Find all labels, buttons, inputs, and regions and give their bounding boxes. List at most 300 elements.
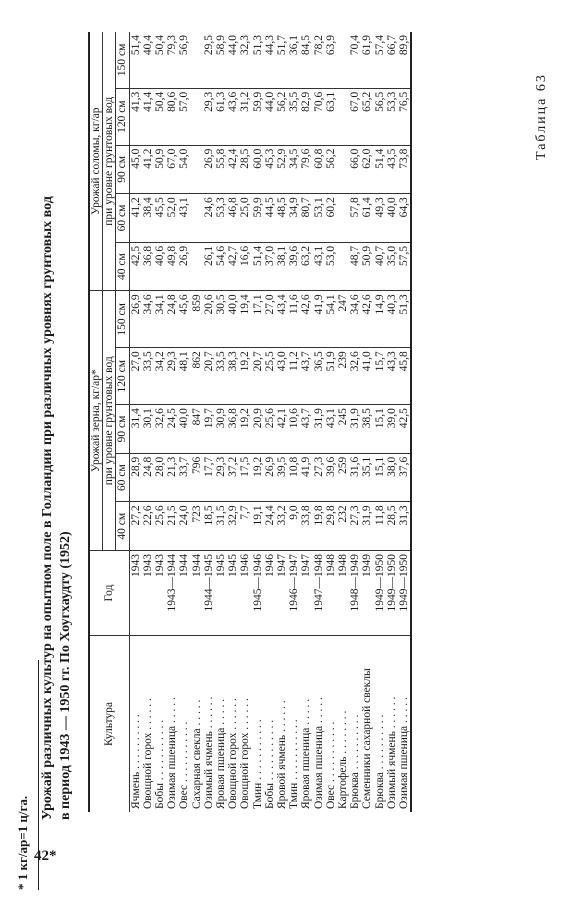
grain-value-cell: 11,6 [288,291,300,348]
table-row [386,32,398,812]
straw-value-cell [337,88,349,145]
straw-value-cell [337,194,349,243]
table-row [227,32,239,812]
straw-value-cell: 56,2 [276,88,288,145]
grain-value-cell: 11,2 [288,348,300,405]
year-cell: 1947 [276,551,288,636]
grain-value-cell: 14,9 [374,291,386,348]
straw-value-cell [337,242,349,291]
grain-value-cell: 19,4 [239,291,251,348]
straw-value-cell: 44,0 [227,32,239,88]
data-table [88,32,412,812]
grain-value-cell: 9,0 [288,502,300,551]
grain-value-cell: 33,7 [178,453,190,502]
crop-cell: Озимая пшеница . . . . . [398,636,411,813]
crop-cell: Бобы . . . . . . . . . . . [154,719,167,809]
straw-value-cell: 42,4 [227,145,239,194]
grain-value-cell: 38,0 [386,453,398,502]
year-cell: 1947 [300,551,312,636]
table-body [129,32,411,812]
grain-value-cell: 37,6 [398,453,411,502]
straw-depth-header: 150 см [116,32,129,88]
grain-value-cell: 21,5 [166,502,178,551]
header-grain: Урожай зерна, кг/ар* [89,291,103,551]
year-cell: 1949—1950 [398,551,411,636]
grain-value-cell: 25,6 [264,405,276,454]
straw-value-cell: 39,6 [288,242,300,291]
grain-value-cell: 30,5 [215,291,227,348]
grain-value-cell: 20,7 [203,348,215,405]
crop-cell: Картофель . . . . . . . . [337,710,350,809]
grain-value-cell: 24,5 [166,405,178,454]
straw-value-cell: 64,3 [398,194,411,243]
grain-value-cell: 25,5 [264,348,276,405]
table-row [154,32,166,812]
grain-value-cell: 10,6 [288,405,300,454]
straw-value-cell: 66,7 [386,32,398,88]
straw-value-cell: 53,0 [325,242,337,291]
grain-depth-header: 150 см [116,291,129,348]
grain-value-cell: 34,2 [154,348,166,405]
year-cell: 1949 [361,551,373,636]
grain-value-cell: 20,7 [252,348,264,405]
straw-value-cell: 45,0 [129,145,142,194]
crop-cell: Озимая пшеница . . . . . [312,697,325,809]
grain-value-cell: 35,1 [361,453,373,502]
grain-value-cell: 40,0 [178,405,190,454]
straw-value-cell: 41,2 [129,194,142,243]
grain-depth-header: 120 см [116,348,129,405]
grain-value-cell: 33,2 [276,502,288,551]
grain-value-cell: 19,2 [252,453,264,502]
crop-cell: Тмин . . . . . . . . . . . [251,719,264,809]
grain-value-cell: 36,8 [227,405,239,454]
grain-value-cell: 42,6 [300,291,312,348]
year-cell: 1948 [325,551,337,636]
grain-depth-header: 90 см [116,405,129,454]
straw-value-cell: 60,8 [313,145,325,194]
table-row [178,32,190,812]
grain-value-cell: 19,1 [252,502,264,551]
table-row [215,32,227,812]
straw-value-cell: 40,6 [154,242,166,291]
year-cell: 1945—1946 [252,551,264,636]
straw-value-cell: 84,5 [300,32,312,88]
grain-value-cell: 15,1 [374,405,386,454]
grain-value-cell: 51,9 [325,348,337,405]
grain-value-cell: 232 [337,502,349,551]
straw-value-cell: 48,7 [349,242,361,291]
grain-value-cell: 26,9 [129,291,142,348]
straw-value-cell: 52,0 [166,194,178,243]
grain-value-cell: 31,9 [313,405,325,454]
straw-value-cell: 38,1 [276,242,288,291]
straw-value-cell: 50,9 [154,145,166,194]
crop-cell: Овес . . . . . . . . . . . [178,721,191,809]
straw-value-cell: 66,0 [349,145,361,194]
straw-value-cell: 49,8 [166,242,178,291]
straw-value-cell: 34,5 [288,145,300,194]
straw-value-cell: 44,0 [264,88,276,145]
straw-value-cell [191,32,203,88]
year-cell: 1943 [129,551,142,636]
straw-value-cell: 50,4 [154,32,166,88]
straw-value-cell: 63,2 [300,242,312,291]
straw-value-cell: 26,1 [203,242,215,291]
table-row [239,32,251,812]
year-cell: 1944 [178,551,190,636]
straw-value-cell: 48,5 [276,194,288,243]
straw-value-cell: 67,0 [166,145,178,194]
table-row [349,32,361,812]
grain-value-cell: 27,3 [313,453,325,502]
straw-depth-header: 90 см [116,145,129,194]
grain-value-cell: 45,8 [398,348,411,405]
crop-cell: Брюква . . . . . . . . . . [373,714,386,809]
grain-value-cell: 43,7 [300,348,312,405]
crop-cell: Яровой ячмень . . . . . . [276,700,289,809]
grain-value-cell: 40,3 [386,291,398,348]
grain-value-cell: 39,5 [276,453,288,502]
crop-cell: Озимая пшеница . . . . . [166,697,179,809]
straw-value-cell [337,32,349,88]
straw-value-cell: 50,4 [154,88,166,145]
grain-value-cell: 32,9 [227,502,239,551]
grain-value-cell: 18,5 [203,502,215,551]
straw-value-cell: 45,3 [264,145,276,194]
grain-value-cell: 29,8 [325,502,337,551]
grain-value-cell: 17,5 [239,453,251,502]
grain-value-cell: 19,8 [313,502,325,551]
straw-value-cell: 51,4 [374,145,386,194]
straw-value-cell: 65,2 [361,88,373,145]
grain-value-cell: 27,2 [129,502,142,551]
grain-value-cell: 15,7 [374,348,386,405]
grain-value-cell: 28,9 [129,453,142,502]
grain-value-cell: 28,0 [154,453,166,502]
grain-value-cell: 723 [191,502,203,551]
year-cell: 1944—1945 [203,551,215,636]
straw-value-cell: 53,3 [215,194,227,243]
straw-depth-header: 60 см [116,194,129,243]
header-straw: Урожай соломы, кг/ар [89,32,103,291]
straw-value-cell: 50,9 [361,242,373,291]
grain-value-cell: 42,5 [398,405,411,454]
grain-value-cell: 19,7 [203,405,215,454]
grain-value-cell: 847 [191,405,203,454]
straw-value-cell: 16,6 [239,242,251,291]
straw-value-cell: 42,7 [227,242,239,291]
grain-value-cell: 30,1 [142,405,154,454]
grain-value-cell: 41,9 [313,291,325,348]
grain-value-cell: 33,5 [142,348,154,405]
crop-cell: Яровая пшеница . . . . . [215,698,228,809]
grain-value-cell: 24,8 [142,453,154,502]
page-number: 42* [34,848,57,864]
straw-value-cell: 29,5 [203,32,215,88]
year-cell: 1946—1947 [288,551,300,636]
grain-value-cell: 27,3 [349,502,361,551]
table-title-line2: в период 1943 — 1950 гг. По Хоугхаудту (1952) [58,531,73,820]
straw-value-cell: 36,8 [142,242,154,291]
header-grain-groundwater: при уровне грунтовых вод [103,291,116,551]
grain-value-cell: 43,0 [276,348,288,405]
grain-value-cell: 259 [337,453,349,502]
straw-value-cell: 80,6 [166,88,178,145]
straw-value-cell [191,145,203,194]
straw-value-cell: 51,4 [129,32,142,88]
straw-value-cell: 60,2 [325,194,337,243]
straw-value-cell: 28,5 [239,145,251,194]
straw-value-cell: 62,0 [361,145,373,194]
straw-depth-header: 40 см [116,242,129,291]
grain-value-cell: 19,2 [239,405,251,454]
grain-value-cell: 15,1 [374,453,386,502]
crop-cell: Овощной горох . . . . . . [227,698,240,809]
straw-value-cell: 43,5 [386,145,398,194]
grain-value-cell: 17,1 [252,291,264,348]
straw-value-cell: 79,3 [166,32,178,88]
grain-depth-header: 60 см [116,453,129,502]
grain-value-cell: 7,7 [239,502,251,551]
crop-cell: Озимый ячмень . . . . . . [385,696,398,809]
grain-value-cell: 859 [191,291,203,348]
straw-value-cell: 51,3 [252,32,264,88]
header-straw-groundwater: при уровне грунтовых вод [103,32,116,291]
table-title: Урожай различных культур на опытном поле в Голландии при различных уровнях грунтовых вод [40,196,55,820]
grain-value-cell: 28,5 [386,502,398,551]
straw-value-cell: 55,8 [215,145,227,194]
straw-value-cell: 40,0 [386,194,398,243]
table-row [142,32,154,812]
straw-value-cell: 63,1 [325,88,337,145]
straw-value-cell: 59,9 [252,194,264,243]
crop-cell: Брюква . . . . . . . . . . [349,714,362,809]
straw-value-cell: 43,6 [227,88,239,145]
crop-cell: Овес . . . . . . . . . . . [324,721,337,809]
straw-value-cell: 70,6 [313,88,325,145]
straw-value-cell: 49,3 [374,194,386,243]
straw-value-cell: 41,4 [142,88,154,145]
grain-value-cell: 17,7 [203,453,215,502]
grain-value-cell: 31,5 [215,502,227,551]
straw-value-cell: 54,6 [215,242,227,291]
grain-value-cell: 41,9 [300,453,312,502]
straw-value-cell: 42,5 [129,242,142,291]
grain-value-cell: 43,4 [276,291,288,348]
table-row [313,32,325,812]
grain-value-cell: 24,4 [264,502,276,551]
year-cell: 1943—1944 [166,551,178,636]
table-row [288,32,300,812]
grain-value-cell: 10,8 [288,453,300,502]
grain-value-cell: 39,6 [325,453,337,502]
straw-value-cell: 70,4 [349,32,361,88]
straw-value-cell: 56,2 [325,145,337,194]
grain-value-cell: 34,6 [349,291,361,348]
straw-value-cell: 79,6 [300,145,312,194]
grain-value-cell: 38,3 [227,348,239,405]
grain-value-cell: 42,6 [361,291,373,348]
straw-value-cell: 58,9 [215,32,227,88]
straw-value-cell: 76,5 [398,88,411,145]
year-cell: 1946 [264,551,276,636]
header-year: Год [89,551,129,636]
grain-value-cell: 30,9 [215,405,227,454]
straw-value-cell: 56,5 [374,88,386,145]
straw-value-cell: 36,1 [288,32,300,88]
straw-value-cell: 57,0 [178,88,190,145]
grain-value-cell: 34,6 [142,291,154,348]
straw-value-cell: 40,4 [142,32,154,88]
grain-depth-header: 40 см [116,502,129,551]
grain-value-cell: 20,6 [203,291,215,348]
grain-value-cell: 31,6 [349,453,361,502]
crop-cell: Овощной горох . . . . . . [141,698,154,809]
straw-value-cell: 29,3 [203,88,215,145]
grain-value-cell: 34,1 [154,291,166,348]
table-row [203,32,215,812]
table-row [191,32,203,812]
straw-value-cell: 51,4 [252,242,264,291]
grain-value-cell: 239 [337,348,349,405]
crop-cell: Тмин . . . . . . . . . . . [288,719,301,809]
table-label: Таблица 63 [534,73,549,160]
grain-value-cell: 40,0 [227,291,239,348]
grain-value-cell: 24,8 [166,291,178,348]
straw-value-cell: 89,9 [398,32,411,88]
grain-value-cell: 48,1 [178,348,190,405]
crop-cell: Овощной горох . . . . . . [239,698,252,809]
grain-value-cell: 796 [191,453,203,502]
straw-value-cell: 67,0 [349,88,361,145]
straw-value-cell [337,145,349,194]
grain-value-cell: 54,1 [325,291,337,348]
straw-value-cell: 35,0 [386,242,398,291]
grain-value-cell: 27,0 [264,291,276,348]
straw-value-cell: 44,3 [264,32,276,88]
grain-value-cell: 32,6 [154,405,166,454]
straw-value-cell: 57,5 [398,242,411,291]
year-cell: 1943 [154,551,166,636]
straw-value-cell: 32,3 [239,32,251,88]
straw-depth-header: 120 см [116,88,129,145]
table-row [361,32,373,812]
straw-value-cell: 56,9 [178,32,190,88]
grain-value-cell: 29,3 [166,348,178,405]
straw-value-cell: 35,5 [288,88,300,145]
straw-value-cell: 37,0 [264,242,276,291]
table-row [252,32,264,812]
grain-value-cell: 43,3 [386,348,398,405]
table-row [374,32,386,812]
table-row [398,32,411,812]
straw-value-cell: 43,1 [178,194,190,243]
year-cell: 1948—1949 [349,551,361,636]
footnote: * 1 кг/ар=1 ц/га. [15,795,30,890]
grain-value-cell: 33,5 [215,348,227,405]
crop-cell: Семенники сахарной свеклы [361,668,374,809]
grain-value-cell: 21,3 [166,453,178,502]
straw-value-cell: 61,4 [361,194,373,243]
straw-value-cell: 78,2 [313,32,325,88]
grain-value-cell: 38,5 [361,405,373,454]
straw-value-cell [191,88,203,145]
crop-cell: Ячмень . . . . . . . . . . [129,714,142,809]
straw-value-cell: 46,8 [227,194,239,243]
year-cell: 1947—1948 [313,551,325,636]
straw-value-cell: 57,4 [374,32,386,88]
grain-value-cell: 41,0 [361,348,373,405]
crop-cell: Бобы . . . . . . . . . . . [263,719,276,809]
table-row [276,32,288,812]
table-row [325,32,337,812]
grain-value-cell: 31,3 [398,502,411,551]
crop-cell: Сахарная свекла . . . . . [190,699,203,809]
straw-value-cell: 40,7 [374,242,386,291]
straw-value-cell [191,242,203,291]
straw-value-cell: 61,3 [215,88,227,145]
straw-value-cell: 26,9 [203,145,215,194]
straw-value-cell: 80,7 [300,194,312,243]
straw-value-cell: 43,1 [313,242,325,291]
grain-value-cell: 20,9 [252,405,264,454]
straw-value-cell: 60,0 [252,145,264,194]
grain-value-cell: 31,4 [129,405,142,454]
straw-value-cell: 73,8 [398,145,411,194]
straw-value-cell: 25,0 [239,194,251,243]
grain-value-cell: 862 [191,348,203,405]
year-cell: 1945 [227,551,239,636]
grain-value-cell: 33,8 [300,502,312,551]
grain-value-cell: 26,9 [264,453,276,502]
year-cell: 1944 [191,551,203,636]
year-cell: 1946 [239,551,251,636]
grain-value-cell: 29,3 [215,453,227,502]
straw-value-cell [191,194,203,243]
grain-value-cell: 51,3 [398,291,411,348]
table-row [129,32,142,812]
straw-value-cell: 41,3 [129,88,142,145]
grain-value-cell: 36,5 [313,348,325,405]
grain-value-cell: 39,0 [386,405,398,454]
grain-value-cell: 42,1 [276,405,288,454]
straw-value-cell: 44,5 [264,194,276,243]
year-cell: 1949—1950 [386,551,398,636]
straw-value-cell: 52,9 [276,145,288,194]
table-row [166,32,178,812]
table-row [300,32,312,812]
grain-value-cell: 43,7 [300,405,312,454]
straw-value-cell: 59,9 [252,88,264,145]
crop-cell: Озимый ячмень . . . . . . [202,696,215,809]
straw-value-cell: 53,1 [313,194,325,243]
straw-value-cell: 57,8 [349,194,361,243]
grain-value-cell: 45,6 [178,291,190,348]
straw-value-cell: 82,9 [300,88,312,145]
grain-value-cell: 24,0 [178,502,190,551]
straw-value-cell: 53,3 [386,88,398,145]
straw-value-cell: 24,6 [203,194,215,243]
straw-value-cell: 54,0 [178,145,190,194]
grain-value-cell: 27,0 [129,348,142,405]
straw-value-cell: 31,2 [239,88,251,145]
grain-value-cell: 11,8 [374,502,386,551]
straw-value-cell: 45,5 [154,194,166,243]
year-cell: 1948 [337,551,349,636]
grain-value-cell: 245 [337,405,349,454]
year-cell: 1949—1950 [374,551,386,636]
